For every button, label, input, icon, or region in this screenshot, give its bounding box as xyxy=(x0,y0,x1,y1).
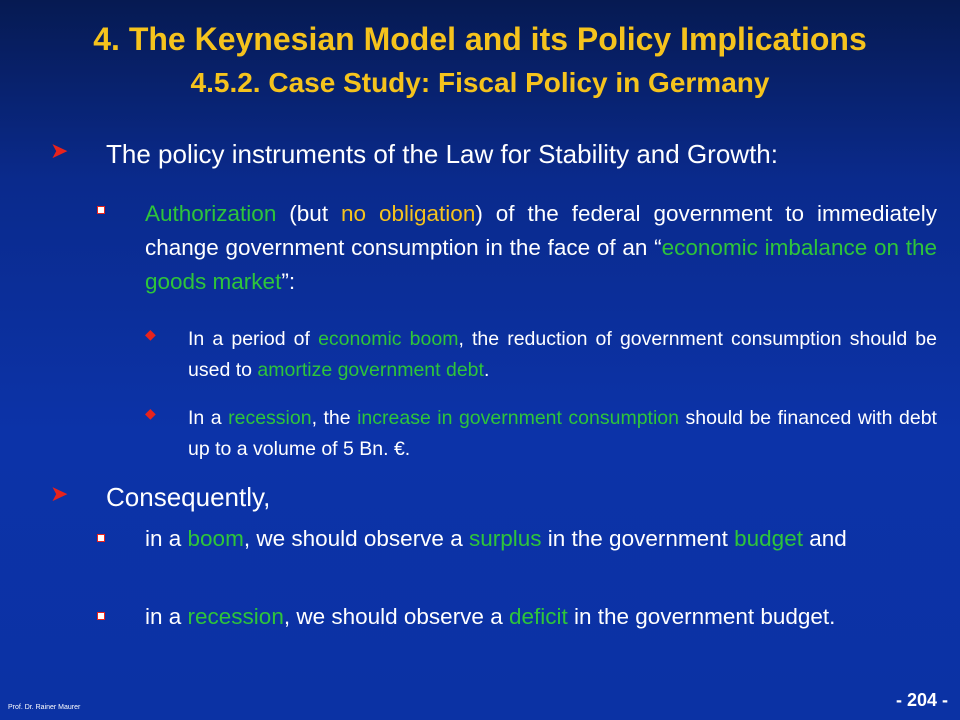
square-bullet-icon xyxy=(97,534,105,542)
arrow-bullet-icon: ➤ xyxy=(50,138,69,163)
bullet-recession-deficit: in a recession, we should observe a deficit in the government budget. xyxy=(145,604,836,629)
economic-boom-term: economic boom xyxy=(318,328,459,350)
square-bullet-icon xyxy=(97,206,105,214)
arrow-bullet-icon: ➤ xyxy=(50,481,69,506)
amortize-debt-term: amortize government debt xyxy=(257,359,484,381)
budget-term: budget xyxy=(734,526,803,551)
slide-title: 4. The Keynesian Model and its Policy Implications xyxy=(93,21,867,57)
bullet-boom-reduction: In a period of economic boom, the reduction of government consumption should be used to amortize government debt. xyxy=(188,328,937,381)
bullet-consequently: Consequently, xyxy=(106,482,271,512)
bullet-recession-increase: In a recession, the increase in government consumption should be financed with debt up to a volume of 5 Bn. €. xyxy=(188,407,937,460)
bullet-authorization: Authorization (but no obligation) of the federal government to immediately change government consumption in the face of an “economic imbalance on the goods market”: xyxy=(145,201,937,294)
imbalance-term: economic imbalance on the goods market xyxy=(145,235,937,294)
square-bullet-icon xyxy=(97,612,105,620)
surplus-term: surplus xyxy=(468,526,542,551)
diamond-bullet-icon: ◆ xyxy=(145,326,156,342)
recession-term: recession xyxy=(228,407,312,429)
recession-term: recession xyxy=(187,604,284,629)
increase-consumption-term: increase in government consumption xyxy=(357,407,679,429)
no-obligation-term: no obligation xyxy=(341,201,476,226)
page-number: - 204 - xyxy=(895,690,948,710)
author-footer: Prof. Dr. Rainer Maurer xyxy=(8,704,81,711)
bullet-policy-instruments: The policy instruments of the Law for Stability and Growth: xyxy=(106,139,778,169)
bullet-boom-surplus: in a boom, we should observe a surplus in the government budget and xyxy=(145,526,847,551)
diamond-bullet-icon: ◆ xyxy=(145,405,156,421)
boom-term: boom xyxy=(187,526,244,551)
deficit-term: deficit xyxy=(508,604,568,629)
slide-subtitle: 4.5.2. Case Study: Fiscal Policy in Germany xyxy=(190,67,770,98)
authorization-term: Authorization xyxy=(145,201,277,226)
